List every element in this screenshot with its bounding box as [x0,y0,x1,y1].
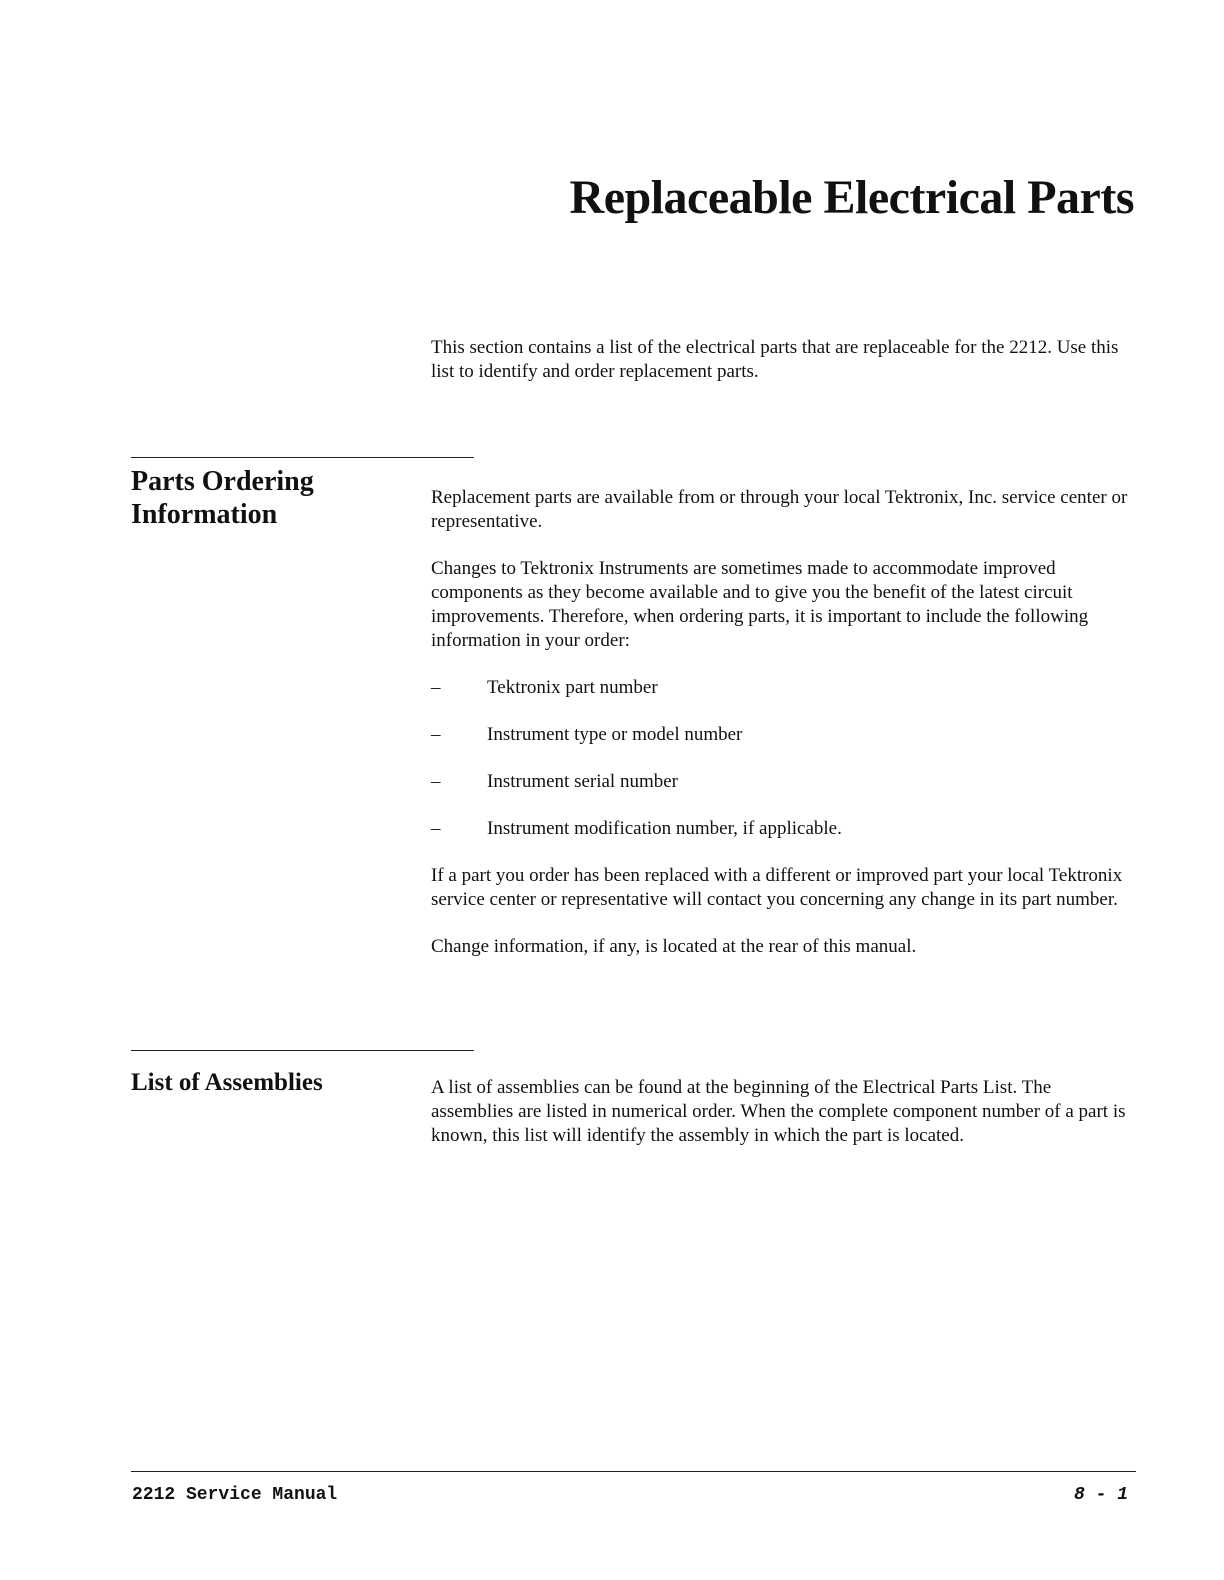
list-item-text: Tektronix part number [487,677,658,698]
list-item [431,770,1131,794]
list-item-text: Instrument serial number [487,771,679,792]
paragraph: Replacement parts are available from or through your local Tektronix, Inc. service center or representative. [431,487,1128,532]
paragraph: Changes to Tektronix Instruments are sometimes made to accommodate improved components as they become available and to give you the benefit of the latest circuit improvements. Therefore, when ordering parts, it is important to include the following information in your order: [431,558,1089,651]
section-divider [131,1050,474,1051]
list-item [431,817,1131,841]
bullet-marker: – [431,818,441,839]
bullet-marker: – [431,724,441,745]
paragraph: A list of assemblies can be found at the beginning of the Electrical Parts List. The assemblies are listed in numerical order. When the complete component number of a part is known, this list will identify the assembly in which the part is located. [431,1077,1126,1146]
list-item [431,723,1131,747]
list-of-assemblies-body [431,1076,1131,1148]
section-heading-parts-ordering: Parts Ordering Information [131,466,314,530]
parts-ordering-body [431,486,1131,959]
page-title: Replaceable Electrical Parts [569,171,1134,224]
section-divider [131,457,474,458]
order-info-list [431,676,1131,841]
list-item-text: Instrument type or model number [487,724,743,745]
bullet-marker: – [431,677,441,698]
footer-divider [131,1471,1136,1472]
intro-paragraph: This section contains a list of the electrical parts that are replaceable for the 2212. Use this list to identify and order replacement parts. [431,337,1119,382]
footer-manual-name: 2212 Service Manual [132,1485,338,1505]
section-heading-list-of-assemblies: List of Assemblies [131,1069,323,1096]
list-item-text: Instrument modification number, if applicable. [487,818,842,839]
paragraph: Change information, if any, is located at the rear of this manual. [431,936,917,957]
bullet-marker: – [431,771,441,792]
list-item [431,676,1131,700]
intro-text [431,336,1131,384]
footer-page-number: 8 - 1 [1073,1485,1128,1505]
paragraph: If a part you order has been replaced with a different or improved part your local Tektronix service center or representative will contact you concerning any change in its part number. [431,865,1123,910]
